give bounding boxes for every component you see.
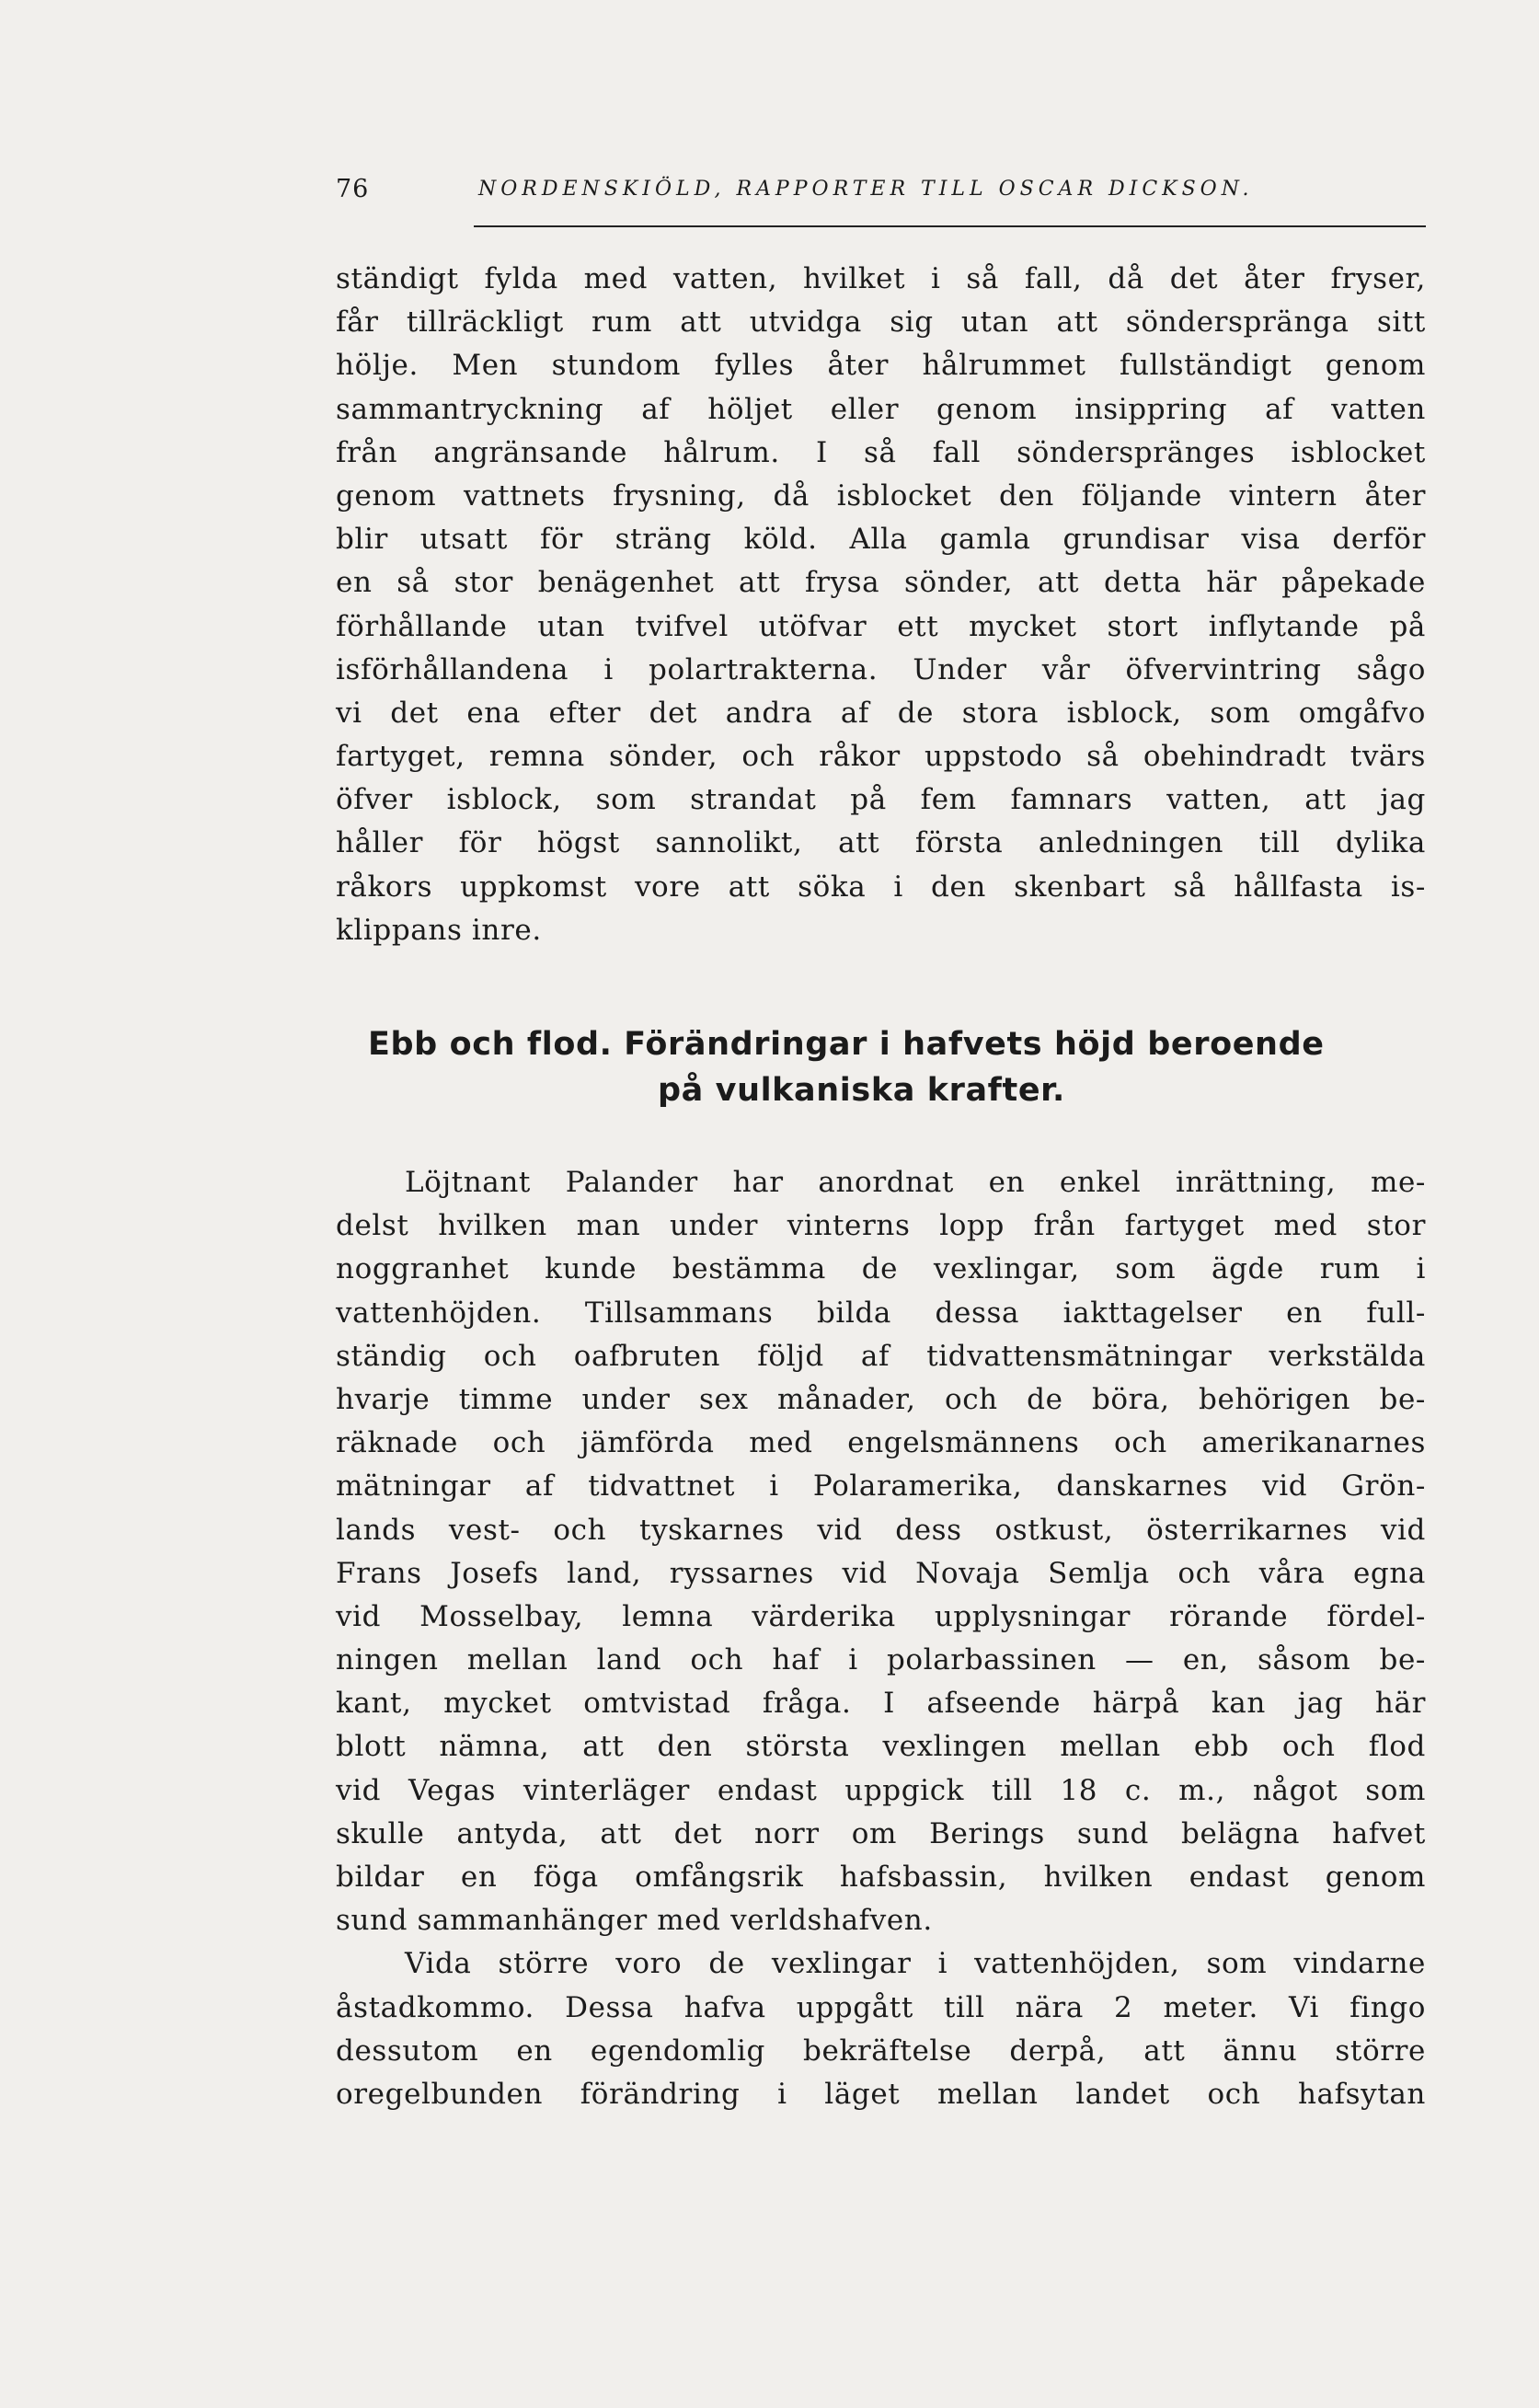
text-line: sund sammanhänger med verldshafven.: [336, 1904, 933, 1938]
text-line: vid Vegas vinterläger endast uppgick till 18 c. m., något som: [336, 1773, 1426, 1807]
header-rule: [474, 225, 1426, 227]
text-line: klippans inre.: [336, 913, 542, 947]
text-line: blott nämna, att den största vexlingen mellan ebb och flod: [336, 1730, 1426, 1764]
text-line: ningen mellan land och haf i polarbassinen — en, såsom be-: [336, 1643, 1426, 1677]
text-line: håller för högst sannolikt, att första anledningen till dylika: [336, 826, 1426, 860]
text-line: oregelbunden förändring i läget mellan landet och hafsytan: [336, 2077, 1426, 2111]
text-line: skulle antyda, att det norr om Berings sund belägna hafvet: [336, 1816, 1426, 1850]
text-line: hvarje timme under sex månader, och de böra, behörigen be-: [336, 1382, 1426, 1416]
section-heading: [336, 1021, 1426, 1113]
text-line: råkors uppkomst vore att söka i den skenbart så hållfasta is-: [336, 870, 1426, 904]
heading-line: på vulkaniska krafter.: [658, 1072, 1065, 1109]
text-line: Frans Josefs land, ryssarnes vid Novaja Semlja och våra egna: [336, 1556, 1426, 1590]
text-line: bildar en föga omfångsrik hafsbassin, hvilken endast genom: [336, 1861, 1426, 1894]
paragraph-2: [336, 1161, 1426, 2116]
text-line: räknade och jämförda med engelsmännens och amerikanarnes: [336, 1426, 1426, 1460]
text-line: vattenhöjden. Tillsammans bilda dessa iakttagelser en full-: [336, 1296, 1426, 1330]
text-line: ständig och oafbruten följd af tidvattensmätningar verkstälda: [336, 1339, 1426, 1373]
text-line: blir utsatt för sträng köld. Alla gamla grundisar visa derför: [336, 523, 1426, 557]
text-line: lands vest- och tyskarnes vid dess ostkust, österrikarnes vid: [336, 1513, 1426, 1547]
heading-line: Ebb och flod. Förändringar i hafvets höjd beroende: [368, 1026, 1325, 1063]
paragraph-1: [336, 258, 1426, 952]
text-line: vi det ena efter det andra af de stora isblock, som omgåfvo: [336, 696, 1426, 730]
text-line: åstadkommo. Dessa hafva uppgått till nära 2 meter. Vi fingo: [336, 1990, 1426, 2024]
text-line: Vida större voro de vexlingar i vattenhöjden, som vindarne: [405, 1947, 1426, 1981]
text-line: noggranhet kunde bestämma de vexlingar, som ägde rum i: [336, 1252, 1426, 1286]
text-line: får tillräckligt rum att utvidga sig utan att söndersprängа sitt: [336, 305, 1426, 340]
running-head: [336, 175, 1426, 212]
text-line: mätningar af tidvattnet i Polaramerika, danskarnes vid Grön-: [336, 1469, 1426, 1504]
page-number: 76: [336, 175, 370, 203]
text-line: delst hvilken man under vinterns lopp från fartyget med stor: [336, 1209, 1426, 1243]
text-line: hölje. Men stundom fylles åter hålrummet fullständigt genom: [336, 349, 1426, 383]
text-line: genom vattnets frysning, då isblocket den följande vintern åter: [336, 478, 1426, 513]
text-line: isförhållandena i polartrakterna. Under vår öfvervintring sågo: [336, 652, 1426, 686]
text-line: från angränsande hålrum. I så fall söndersprängеs isblocket: [336, 435, 1426, 469]
text-line: ständigt fylda med vatten, hvilket i så fall, då det åter fryser,: [336, 262, 1426, 295]
text-line: öfver isblock, som strandat på fem famnars vatten, att jag: [336, 783, 1426, 817]
running-title: NORDENSKIÖLD, RAPPORTER TILL OSCAR DICKSON.: [478, 178, 1254, 201]
text-line: förhållande utan tvifvel utöfvar ett mycket stort inflytande på: [336, 609, 1426, 643]
text-line: dessutom en egendomlig bekräftelse derpå, att ännu större: [336, 2034, 1426, 2068]
text-line: Löjtnant Palander har anordnat en enkel inrättning, me-: [405, 1166, 1426, 1199]
text-line: kant, mycket omtvistad fråga. I afseende härpå kan jag här: [336, 1687, 1426, 1721]
text-line: fartyget, remna sönder, och råkor uppstodo så obehindradt tvärs: [336, 740, 1426, 774]
text-line: vid Mosselbay, lemna värderika upplysningar rörande fördel-: [336, 1599, 1426, 1633]
text-line: sammantryckning af höljet eller genom insippring af vatten: [336, 392, 1426, 426]
text-line: en så stor benägenhet att frysa sönder, att detta här påpekade: [336, 566, 1426, 600]
